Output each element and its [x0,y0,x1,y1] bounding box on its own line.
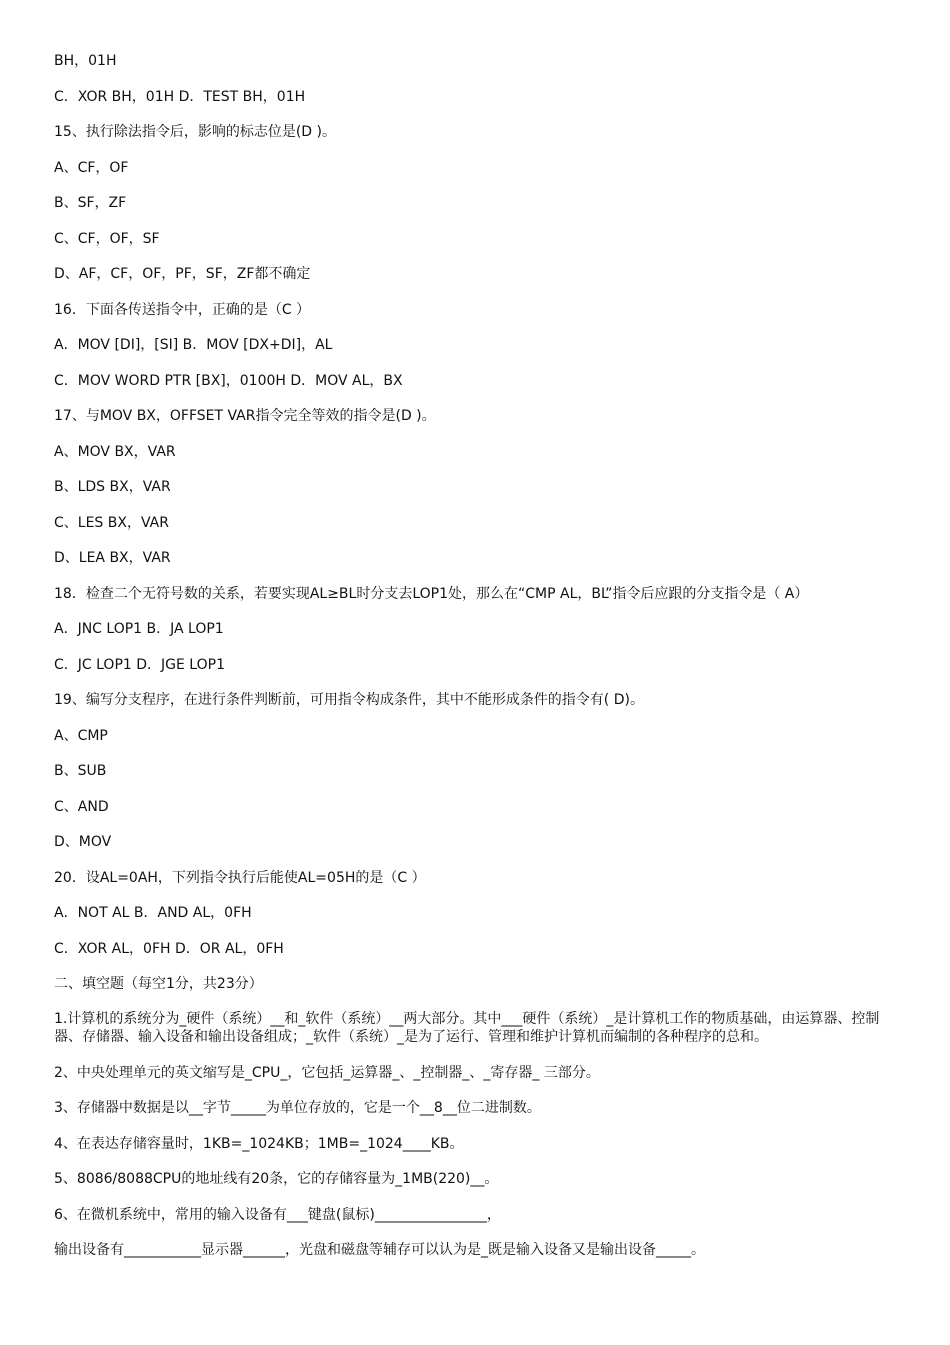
text-line: C．XOR BH，01H D．TEST BH，01H [54,88,306,105]
option-ab: A．NOT AL B．AND AL，0FH [54,905,252,921]
section-heading: 二、填空题（每空1分，共23分） [54,976,263,992]
fill-question-5: 5、8086/8088CPU的地址线有20条，它的存储容量为_1MB(220)__。 [54,1171,499,1187]
question-15: 15、执行除法指令后，影响的标志位是(D )。 [54,124,336,140]
option-c: C、LES BX，VAR [54,514,169,531]
option-cd: C．XOR AL，0FH D．OR AL，0FH [54,940,284,957]
question-19: 19、编写分支程序，在进行条件判断前，可用指令构成条件，其中不能形成条件的指令有( D)。 [54,692,644,708]
fill-question-4: 4、在表达存储容量时，1KB=_1024KB；1MB=_1024____KB。 [54,1135,464,1152]
fill-question-6: 6、在微机系统中，常用的输入设备有___键盘(鼠标)________________， [54,1206,501,1223]
option-ab: A．JNC LOP1 B．JA LOP1 [54,621,224,637]
fill-question-1: 1.计算机的系统分为_硬件（系统）__和_软件（系统）__两大部分。其中___硬件（系统）_是计算机工作的物质基础，由运算器、控制器、存储器、输入设备和输出设备组成；_软件（系统）_是为了运行、管理和维护计算机而编制的各种程序的总和。 [54,1010,880,1045]
option-d: D、MOV [54,834,112,850]
option-a: A、CMP [54,727,108,744]
option-a: A、MOV BX，VAR [54,443,176,460]
option-cd: C．MOV WORD PTR [BX]，0100H D．MOV AL，BX [54,372,403,389]
option-c: C、CF，OF，SF [54,230,160,247]
option-d: D、AF，CF，OF，PF，SF，ZF都不确定 [54,266,311,282]
option-a: A、CF，OF [54,159,129,176]
option-b: B、SUB [54,763,107,779]
option-ab: A．MOV [DI]，[SI] B．MOV [DX+DI]，AL [54,337,333,353]
question-16: 16．下面各传送指令中，正确的是（C ） [54,301,311,318]
option-b: B、LDS BX，VAR [54,479,171,495]
fill-question-2: 2、中央处理单元的英文缩写是_CPU_，它包括_运算器_、_控制器_、_寄存器_ 三部分。 [54,1064,600,1081]
question-17: 17、与MOV BX，OFFSET VAR指令完全等效的指令是(D )。 [54,408,436,424]
question-18: 18．检查二个无符号数的关系，若要实现AL≥BL时分支去LOP1处，那么在“CMP AL，BL”指令后应跟的分支指令是（ A） [54,585,809,602]
document-page [54,51,896,1260]
option-b: B、SF，ZF [54,195,127,211]
option-cd: C．JC LOP1 D．JGE LOP1 [54,656,225,673]
fill-question-3: 3、存储器中数据是以__字节_____为单位存放的，它是一个__8__位二进制数。 [54,1100,541,1116]
option-c: C、AND [54,798,109,815]
text-line: BH，01H [54,53,117,69]
question-20: 20．设AL=0AH，下列指令执行后能使AL=05H的是（C ） [54,869,426,886]
fill-question-6-continued: 输出设备有___________显示器______，光盘和磁盘等辅存可以认为是_既是输入设备又是输出设备_____。 [54,1242,705,1258]
option-d: D、LEA BX，VAR [54,550,171,566]
